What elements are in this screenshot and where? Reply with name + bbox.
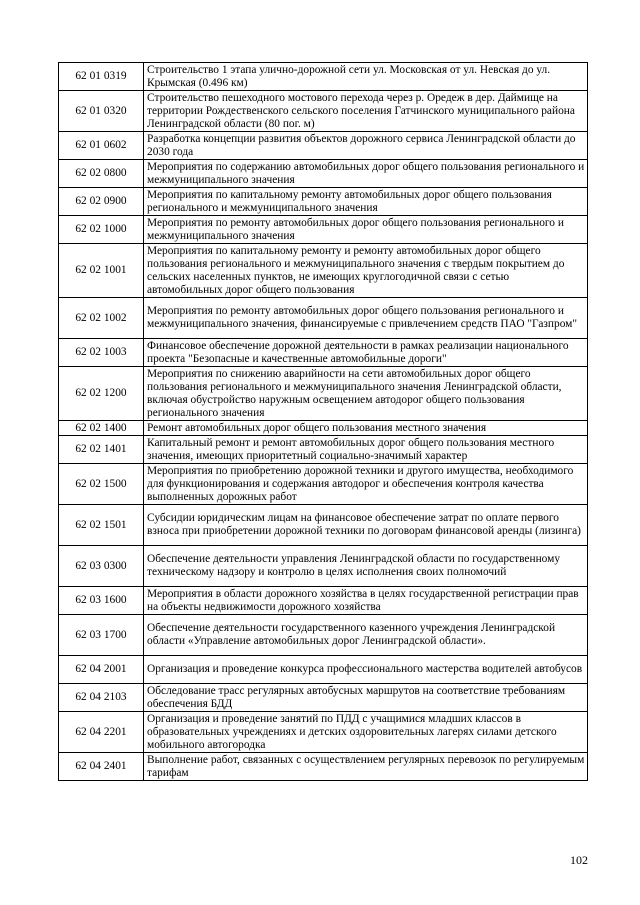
row-description-cell: Организация и проведение конкурса профессионального мастерства водителей автобусов [144,656,588,684]
row-code-cell: 62 02 0900 [59,188,144,216]
row-description-cell: Мероприятия по ремонту автомобильных дорог общего пользования регионального и межмуниципального значения [144,216,588,244]
row-description-cell: Ремонт автомобильных дорог общего пользования местного значения [144,421,588,436]
row-code-cell: 62 02 1500 [59,464,144,505]
row-code-cell: 62 02 1501 [59,505,144,546]
table-row [59,244,588,298]
row-code-cell: 62 02 1401 [59,436,144,464]
row-description-cell: Мероприятия по капитальному ремонту автомобильных дорог общего пользования регионального и межмуниципального значения [144,188,588,216]
table-row [59,188,588,216]
row-code-cell: 62 03 0300 [59,546,144,587]
row-code-cell: 62 03 1700 [59,615,144,656]
row-description-cell: Капитальный ремонт и ремонт автомобильных дорог общего пользования местного значения, имеющих приоритетный социально-значимый характер [144,436,588,464]
table-row [59,656,588,684]
row-description-cell: Мероприятия в области дорожного хозяйства в целях государственной регистрации прав на объекты недвижимости дорожного хозяйства [144,587,588,615]
table-body [59,63,588,781]
table-row [59,160,588,188]
row-code-cell: 62 02 0800 [59,160,144,188]
row-code-cell: 62 04 2401 [59,753,144,781]
table-row [59,587,588,615]
table-row [59,367,588,421]
row-description-cell: Строительство пешеходного мостового перехода через р. Оредеж в дер. Даймище на территории Рождественского сельского поселения Гатчинского муниципального района Ленинградской области (80 пог. м) [144,91,588,132]
table-row [59,464,588,505]
table-row [59,63,588,91]
row-code-cell: 62 04 2001 [59,656,144,684]
row-description-cell: Мероприятия по ремонту автомобильных дорог общего пользования регионального и межмуниципального значения, финансируемые с привлечением средств ПАО "Газпром" [144,298,588,339]
table-row [59,216,588,244]
row-code-cell: 62 02 1400 [59,421,144,436]
row-code-cell: 62 01 0320 [59,91,144,132]
row-code-cell: 62 02 1000 [59,216,144,244]
row-description-cell: Мероприятия по содержанию автомобильных дорог общего пользования регионального и межмуниципального значения [144,160,588,188]
row-description-cell: Обеспечение деятельности управления Ленинградской области по государственному техническому надзору и контролю в целях исполнения своих полномочий [144,546,588,587]
table-row [59,684,588,712]
table-row [59,712,588,753]
row-description-cell: Разработка концепции развития объектов дорожного сервиса Ленинградской области до 2030 года [144,132,588,160]
table-row [59,436,588,464]
row-description-cell: Организация и проведение занятий по ПДД с учащимися младших классов в образовательных учреждениях и детских оздоровительных лагерях силами детского мобильного автогородка [144,712,588,753]
row-code-cell: 62 01 0319 [59,63,144,91]
row-description-cell: Обеспечение деятельности государственного казенного учреждения Ленинградской области «Управление автомобильных дорог Ленинградской области». [144,615,588,656]
row-code-cell: 62 03 1600 [59,587,144,615]
page-number: 102 [570,853,588,867]
row-description-cell: Выполнение работ, связанных с осуществлением регулярных перевозок по регулируемым тарифам [144,753,588,781]
row-description-cell: Субсидии юридическим лицам на финансовое обеспечение затрат по оплате первого взноса при приобретении дорожной техники по договорам финансовой аренды (лизинга) [144,505,588,546]
table-row [59,132,588,160]
table-row [59,339,588,367]
row-description-cell: Строительство 1 этапа улично-дорожной сети ул. Московская от ул. Невская до ул. Крымская (0.496 км) [144,63,588,91]
row-description-cell: Мероприятия по снижению аварийности на сети автомобильных дорог общего пользования регионального и межмуниципального значения Ленинградской области, включая обустройство наружным освещением автодорог общего пользования регионального значения [144,367,588,421]
table-row [59,298,588,339]
row-description-cell: Мероприятия по капитальному ремонту и ремонту автомобильных дорог общего пользования регионального и межмуниципального значения с твердым покрытием до сельских населенных пунктов, не имеющих круглогодичной связи с сетью автомобильных дорог общего пользования [144,244,588,298]
row-code-cell: 62 04 2103 [59,684,144,712]
row-description-cell: Мероприятия по приобретению дорожной техники и другого имущества, необходимого для функционирования и содержания автодорог и обеспечения контроля качества выполненных дорожных работ [144,464,588,505]
table-row [59,421,588,436]
row-description-cell: Обследование трасс регулярных автобусных маршрутов на соответствие требованиям обеспечения БДД [144,684,588,712]
table-row [59,91,588,132]
row-code-cell: 62 02 1002 [59,298,144,339]
table-row [59,615,588,656]
row-code-cell: 62 02 1001 [59,244,144,298]
table-row [59,505,588,546]
row-description-cell: Финансовое обеспечение дорожной деятельности в рамках реализации национального проекта "Безопасные и качественные автомобильные дороги" [144,339,588,367]
row-code-cell: 62 04 2201 [59,712,144,753]
row-code-cell: 62 02 1003 [59,339,144,367]
table-row [59,753,588,781]
budget-codes-table [58,62,588,781]
row-code-cell: 62 02 1200 [59,367,144,421]
table-row [59,546,588,587]
row-code-cell: 62 01 0602 [59,132,144,160]
